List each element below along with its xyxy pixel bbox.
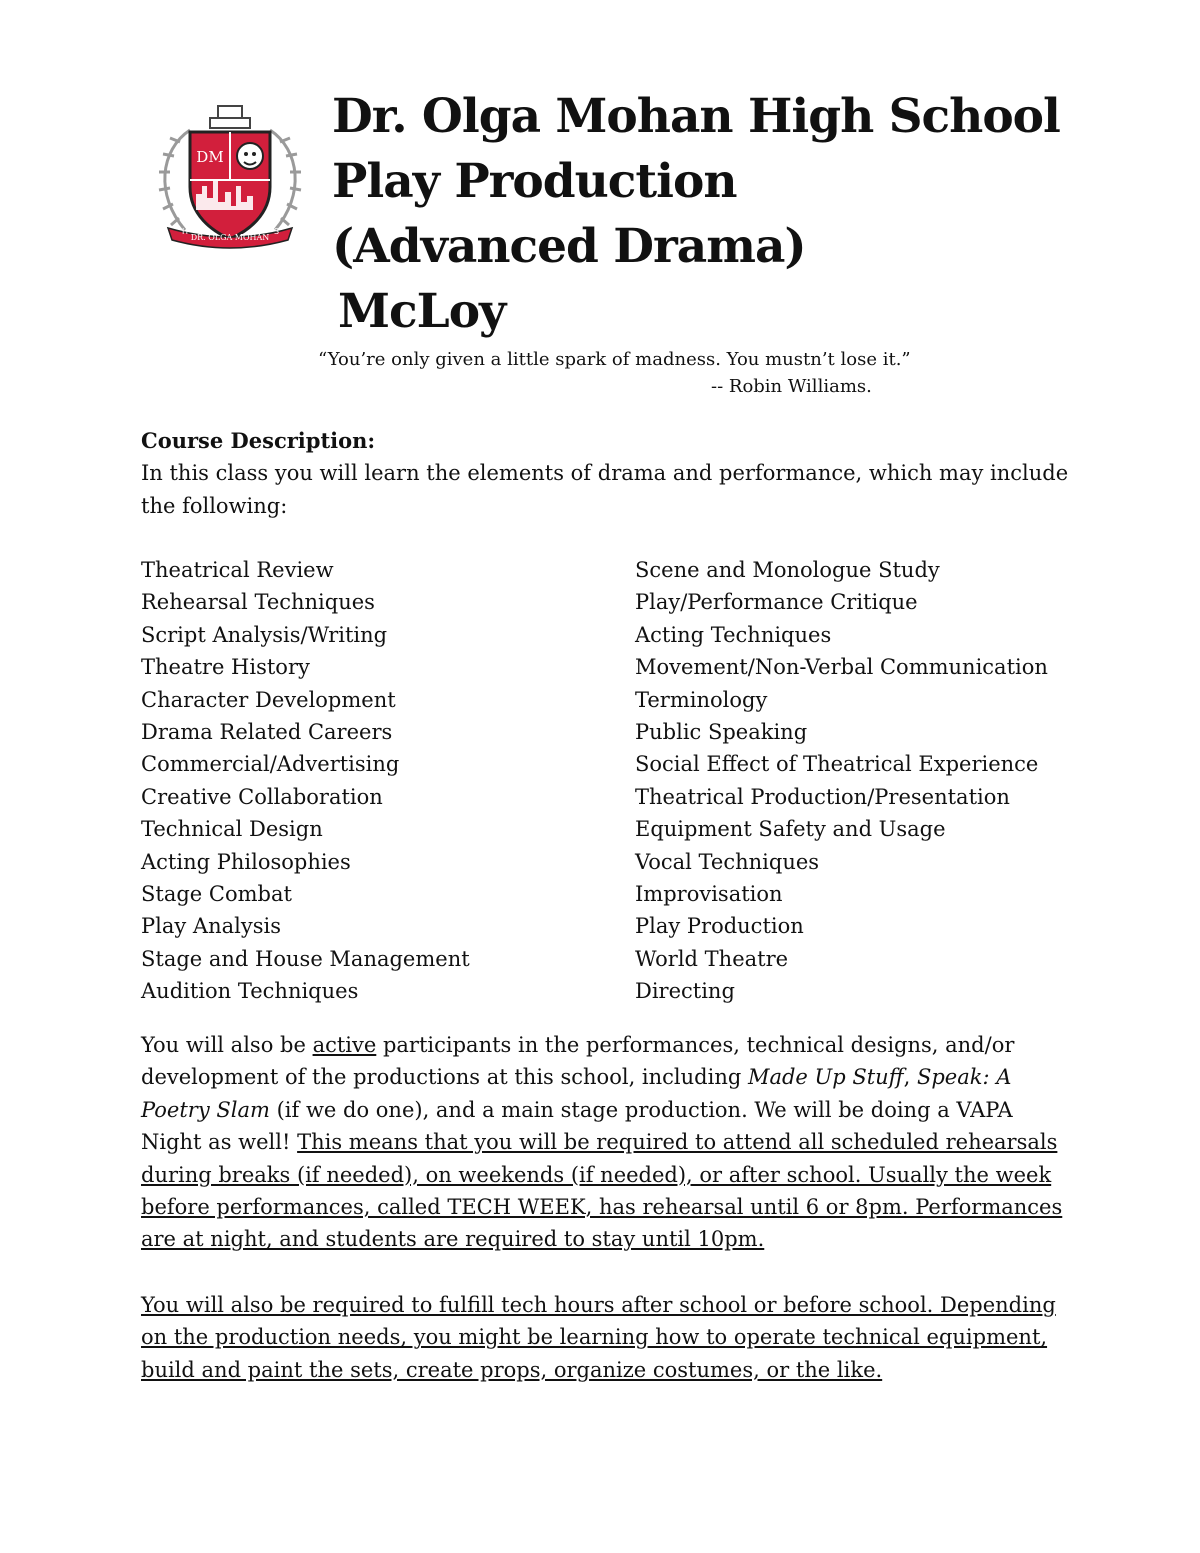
topic-item: Theatre History: [141, 655, 310, 680]
topic-item: Script Analysis/Writing: [141, 622, 388, 647]
crest-helmet-icon: [210, 106, 250, 128]
para-text: participants in the performances, technical designs, and/or development of the productions at this school, including: [141, 1033, 1015, 1090]
quote-text: “You’re only given a little spark of madness. You mustn’t lose it.”: [318, 349, 911, 370]
topics-left-column: [141, 554, 635, 1008]
svg-text:H: H: [182, 227, 189, 236]
svg-text:S: S: [274, 227, 280, 236]
topic-item: Public Speaking: [635, 720, 808, 745]
topic-item: Stage Combat: [141, 882, 292, 907]
topic-item: Theatrical Review: [141, 558, 334, 582]
topic-item: Acting Philosophies: [141, 849, 351, 874]
topic-item: Character Development: [141, 687, 396, 712]
school-crest-logo: [150, 100, 310, 260]
topic-item: Play Analysis: [141, 914, 281, 939]
laurel-right-icon: [270, 130, 301, 230]
topic-item: Directing: [635, 979, 735, 1004]
para-text: (if we do one), and a main stage production. We will be doing a VAPA Night as well!: [141, 1097, 1013, 1155]
laurel-left-icon: [159, 130, 190, 230]
topics-right-column: [635, 554, 1048, 1008]
topic-item: Improvisation: [635, 882, 783, 907]
production-title-made-up-stuff: Made Up Stuff: [747, 1065, 904, 1090]
topic-item: Scene and Monologue Study: [635, 558, 940, 582]
topics-list: [141, 554, 1071, 1008]
topic-item: Acting Techniques: [635, 622, 832, 647]
course-subtitle: (Advanced Drama): [332, 219, 806, 274]
topic-item: Audition Techniques: [141, 979, 359, 1004]
topic-item: World Theatre: [635, 946, 789, 971]
document-title: [332, 84, 1152, 344]
topic-item: Play/Performance Critique: [635, 590, 918, 615]
production-title-poetry-slam: Speak: A Poetry Slam: [141, 1065, 1012, 1122]
topic-item: Equipment Safety and Usage: [635, 817, 946, 842]
para-text: ,: [903, 1065, 917, 1090]
tech-hours-paragraph: You will also be required to fulfill tech hours after school or before school. Depending on the production needs, you might be learning how to operate technical equipment, build and paint the sets, create props, organize costumes, or the like.: [141, 1293, 1056, 1382]
course-description-intro: In this class you will learn the elements of drama and performance, which may include the following:: [141, 461, 1069, 518]
para-text: You will also be: [141, 1033, 313, 1057]
rehearsal-requirement: This means that you will be required to attend all scheduled rehearsals during breaks (if needed), on weekends (if needed), or after school. Usually the week before performances, called TECH WEEK, has rehearsal until 6 or 8pm. Performances are at night, and students are required to stay until 10pm.: [141, 1130, 1063, 1252]
course-title: Play Production: [332, 154, 737, 209]
para-emphasis-active: active: [312, 1033, 377, 1057]
topic-item: Rehearsal Techniques: [141, 590, 375, 615]
svg-text:DM: DM: [196, 148, 224, 166]
svg-text:DR. OLGA MOHAN: DR. OLGA MOHAN: [190, 233, 270, 242]
topic-item: Movement/Non-Verbal Communication: [635, 655, 1048, 680]
topic-item: Technical Design: [141, 817, 323, 842]
quote-author: -- Robin Williams.: [711, 376, 872, 397]
school-name: Dr. Olga Mohan High School: [332, 89, 1060, 144]
topic-item: Creative Collaboration: [141, 784, 383, 809]
teacher-name: McLoy: [338, 284, 506, 339]
topic-item: Terminology: [635, 687, 768, 712]
topic-item: Play Production: [635, 914, 804, 939]
topic-item: Social Effect of Theatrical Experience: [635, 752, 1039, 777]
participation-paragraph: [141, 1029, 1071, 1256]
topic-item: Commercial/Advertising: [141, 752, 400, 777]
topic-item: Vocal Techniques: [635, 849, 820, 874]
topic-item: Theatrical Production/Presentation: [635, 784, 1010, 809]
topic-item: Drama Related Careers: [141, 720, 393, 745]
course-description-heading: Course Description:: [141, 428, 376, 453]
topic-item: Stage and House Management: [141, 946, 470, 971]
